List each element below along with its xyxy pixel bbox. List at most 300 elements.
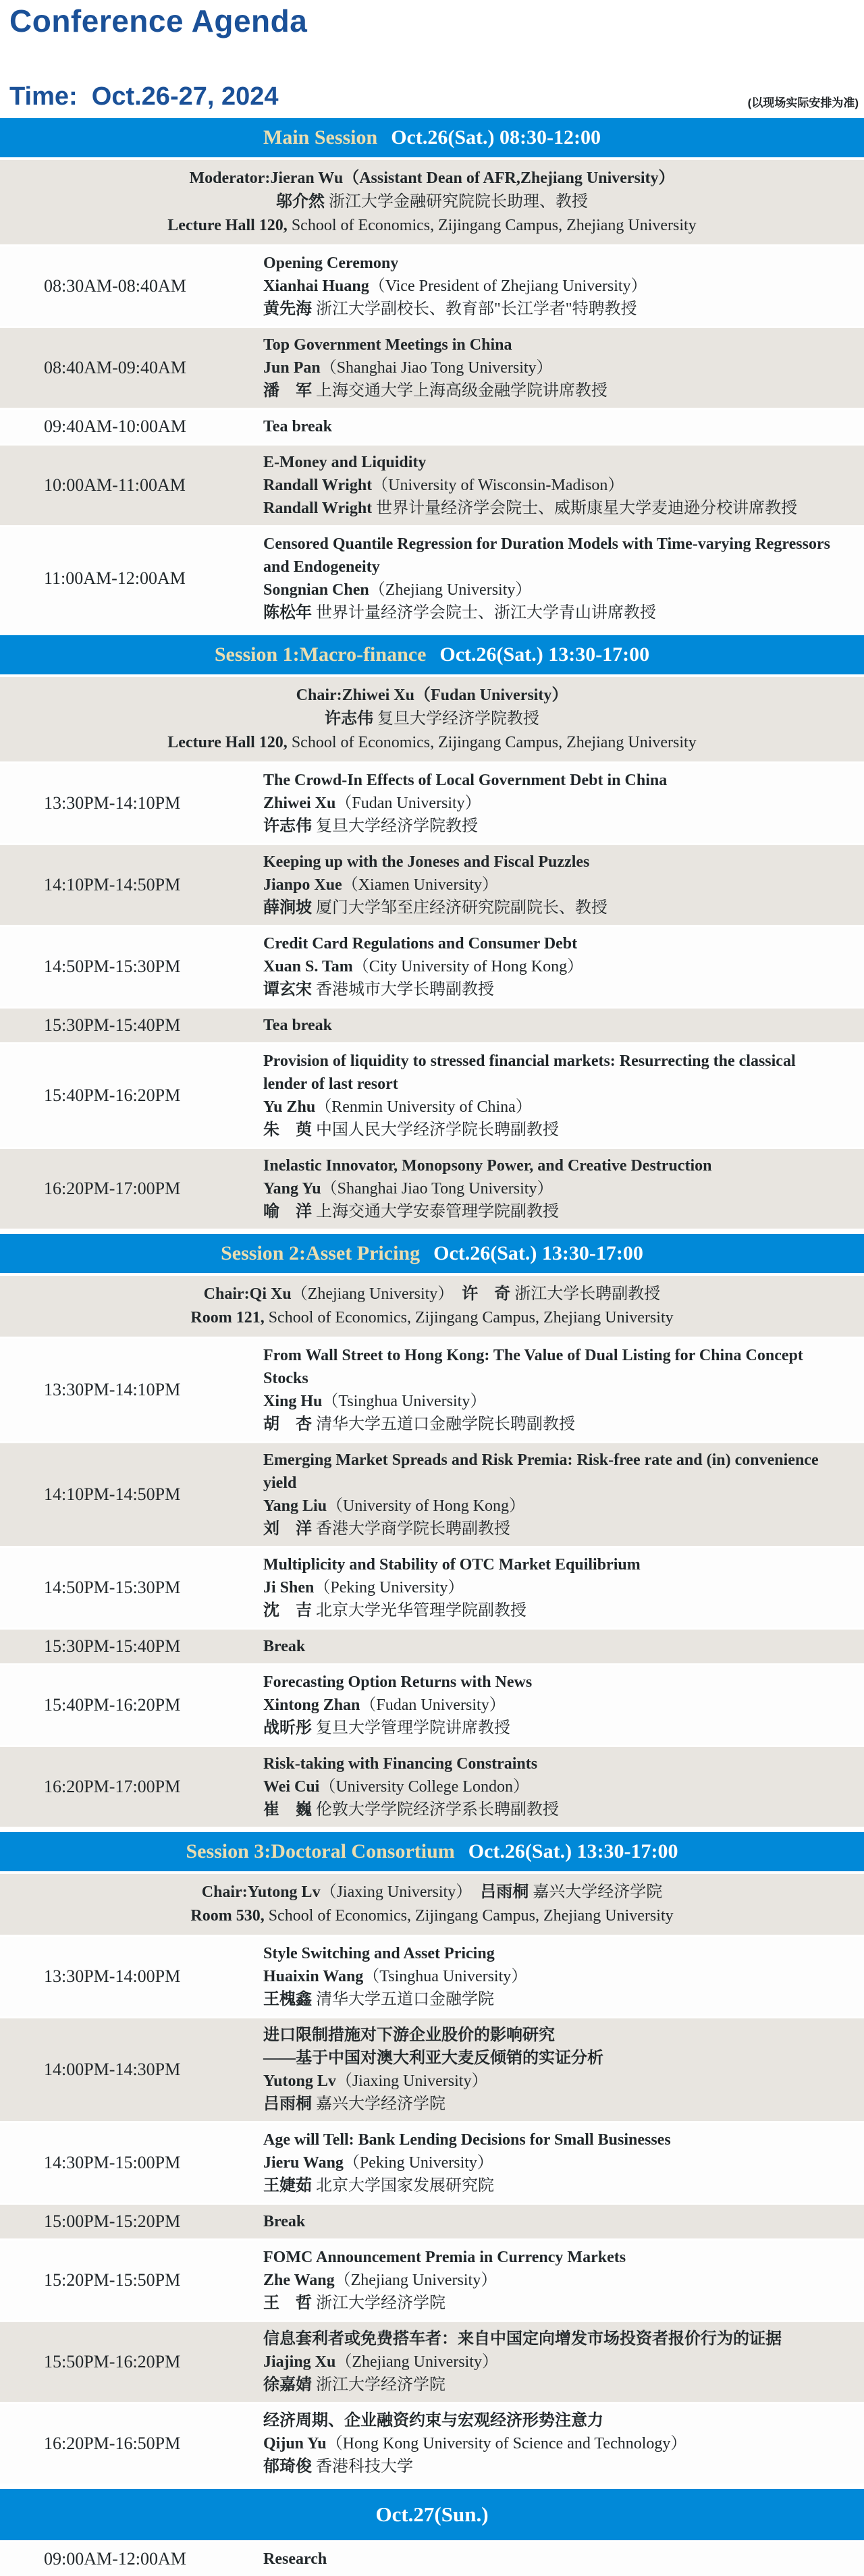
- row-time: 15:00PM-15:20PM: [44, 2211, 181, 2231]
- text-segment: FOMC Announcement Premia in Currency Markets: [263, 2249, 626, 2266]
- chair-info-line: [14, 214, 850, 238]
- row-content: [263, 527, 864, 630]
- row-content: [263, 927, 864, 1007]
- row-content: [263, 1044, 864, 1147]
- session-header: [0, 1234, 864, 1273]
- row-content-line: [263, 1717, 840, 1740]
- text-segment: Yang Yu: [263, 1180, 321, 1198]
- row-time: 16:20PM-16:50PM: [44, 2434, 181, 2453]
- agenda-row: [0, 1937, 864, 2016]
- row-content: [263, 2018, 864, 2121]
- text-segment: （City University of Hong Kong）: [352, 958, 584, 975]
- row-content-line: [263, 497, 840, 520]
- row-content-line: [263, 579, 840, 601]
- row-content-line: [263, 1599, 840, 1622]
- row-content-line: [263, 932, 840, 955]
- row-content-line: [263, 1752, 840, 1775]
- text-segment: Zhe Wang: [263, 2272, 335, 2289]
- text-segment: （Tsinghua University）: [363, 1968, 528, 1985]
- agenda-row: [0, 1044, 864, 1147]
- text-segment: 胡 杏: [263, 1416, 312, 1433]
- row-content-line: [263, 451, 840, 474]
- row-content-line: [263, 1775, 840, 1798]
- text-segment: 喻 洋: [263, 1203, 312, 1220]
- session-schedule: Oct.26(Sat.) 13:30-17:00: [439, 643, 650, 666]
- text-segment: 上海交通大学上海高级金融学院讲席教授: [312, 382, 608, 400]
- text-segment: Lecture Hall 120,: [167, 734, 288, 751]
- text-segment: ——基于中国对澳大利亚大麦反倾销的实证分析: [263, 2049, 603, 2067]
- text-segment: School of Economics, Zijingang Campus, Zhejiang University: [287, 734, 697, 751]
- row-time: 08:40AM-09:40AM: [44, 358, 186, 377]
- text-segment: 徐嘉婧: [263, 2376, 312, 2394]
- row-content-line: [263, 1495, 840, 1518]
- text-segment: Xuan S. Tam: [263, 958, 353, 975]
- text-segment: （Shanghai Jiao Tong University）: [321, 1180, 554, 1198]
- text-segment: 许志伟: [325, 710, 373, 728]
- chair-info-line: [14, 1283, 850, 1306]
- row-content: [263, 845, 864, 925]
- text-segment: 信息套利者或免费搭车者：来自中国定向增发市场投资者报价行为的证据: [263, 2330, 782, 2348]
- agenda-row: [0, 527, 864, 630]
- text-segment: 北京大学光华管理学院副教授: [312, 1602, 526, 1619]
- row-content: [263, 2404, 864, 2484]
- row-content: [263, 410, 864, 444]
- row-content-line: [263, 896, 840, 919]
- row-content-line: [263, 1449, 840, 1495]
- text-segment: 香港大学商学院长聘副教授: [312, 1520, 510, 1538]
- row-content-line: [263, 333, 840, 356]
- row-content-line: [263, 1694, 840, 1717]
- text-segment: （Zhejiang University）: [291, 1285, 446, 1303]
- agenda-row: [0, 246, 864, 326]
- row-time: 14:00PM-14:30PM: [44, 2060, 181, 2079]
- text-segment: （Zhejiang University）: [369, 581, 532, 599]
- text-segment: 复旦大学经济学院教授: [373, 710, 539, 728]
- text-segment: 嘉兴大学经济学院: [312, 2095, 446, 2113]
- row-content-line: [263, 2151, 840, 2174]
- agenda-row: [0, 1149, 864, 1229]
- row-content-line: [263, 2409, 840, 2432]
- row-time: 14:50PM-15:30PM: [44, 1578, 181, 1597]
- text-segment: Randall Wright: [263, 477, 373, 494]
- row-content-line: [263, 2269, 840, 2292]
- text-segment: From Wall Street to Hong Kong: The Value of Dual Listing for China Concept Stocks: [263, 1347, 803, 1387]
- row-time: 15:30PM-15:40PM: [44, 1015, 181, 1035]
- row-content-line: [263, 1096, 840, 1119]
- row-content-line: [263, 1553, 840, 1576]
- row-content-line: [263, 415, 840, 438]
- row-content-line: [263, 1119, 840, 1142]
- row-content: [263, 1747, 864, 1827]
- row-content: [263, 328, 864, 408]
- date-range: Time: Oct.26-27, 2024: [9, 82, 279, 111]
- text-segment: （Peking University）: [314, 1579, 464, 1596]
- row-content-line: [263, 769, 840, 792]
- row-content: [263, 1937, 864, 2016]
- agenda-row: [0, 1665, 864, 1745]
- row-content-line: [263, 2047, 840, 2070]
- row-content: [263, 2123, 864, 2203]
- text-segment: （Peking University）: [343, 2154, 493, 2172]
- row-content: [263, 1665, 864, 1745]
- session-title: Session 3:Doctoral Consortium: [186, 1840, 455, 1862]
- text-segment: Tea break: [263, 418, 333, 435]
- row-time: 14:10PM-14:50PM: [44, 875, 181, 894]
- agenda-row: [0, 2322, 864, 2402]
- row-time: 16:20PM-17:00PM: [44, 1777, 181, 1796]
- row-content-line: [263, 1390, 840, 1413]
- chair-info-line: [14, 167, 850, 190]
- text-segment: 北京大学国家发展研究院: [312, 2177, 494, 2195]
- text-segment: Emerging Market Spreads and Risk Premia: Risk-free rate and (in) convenience yield: [263, 1451, 819, 1492]
- text-segment: Yu Zhu: [263, 1098, 316, 1116]
- text-segment: （University of Hong Kong）: [327, 1497, 526, 1515]
- row-content-line: [263, 2351, 840, 2373]
- text-segment: 清华大学五道口金融学院: [312, 1991, 494, 2008]
- text-segment: Research: [263, 2550, 327, 2568]
- row-time: 10:00AM-11:00AM: [44, 475, 186, 495]
- row-content-line: [263, 1635, 840, 1658]
- time-line: [9, 82, 859, 111]
- chair-info-line: [14, 1306, 850, 1330]
- text-segment: Xintong Zhan: [263, 1696, 360, 1714]
- row-content-line: [263, 1798, 840, 1821]
- text-segment: （Vice President of Zhejiang University）: [369, 277, 647, 295]
- text-segment: Chair:Yutong Lv: [201, 1883, 321, 1901]
- text-segment: Top Government Meetings in China: [263, 336, 512, 354]
- text-segment: （Fudan University）: [335, 795, 481, 812]
- chair-info-block: [0, 160, 864, 244]
- row-time: 09:00AM-12:00AM: [44, 2549, 186, 2569]
- text-segment: Age will Tell: Bank Lending Decisions for Small Businesses: [263, 2131, 671, 2149]
- text-segment: Xianhai Huang: [263, 277, 369, 295]
- row-content-line: [263, 379, 840, 402]
- row-content-line: [263, 978, 840, 1001]
- agenda-row: [0, 1443, 864, 1546]
- text-segment: 中国人民大学经济学院长聘副教授: [312, 1121, 559, 1139]
- text-segment: 陈松年: [263, 604, 312, 622]
- agenda-row: [0, 410, 864, 444]
- row-content: [263, 2322, 864, 2402]
- text-segment: Lecture Hall 120,: [167, 217, 288, 234]
- row-content-line: [263, 1965, 840, 1988]
- row-content-line: [263, 2246, 840, 2269]
- row-content-line: [263, 2174, 840, 2197]
- text-segment: （Jiaxing University）: [335, 2072, 488, 2090]
- row-content-line: [263, 792, 840, 815]
- row-content-line: [263, 1200, 840, 1223]
- row-content-line: [263, 1413, 840, 1436]
- agenda-row: [0, 2018, 864, 2121]
- text-segment: 王槐鑫: [263, 1991, 312, 2008]
- row-content-line: [263, 275, 840, 298]
- text-segment: 潘 军: [263, 382, 312, 400]
- agenda-row: [0, 2123, 864, 2203]
- chair-info-block: [0, 677, 864, 761]
- text-segment: 朱 萸: [263, 1121, 312, 1139]
- text-segment: Chair:Zhiwei Xu（Fudan University）: [296, 687, 568, 704]
- row-time: 15:40PM-16:20PM: [44, 1695, 181, 1715]
- session-title: Session 1:Macro-finance: [214, 643, 427, 666]
- row-content-line: [263, 601, 840, 624]
- row-time: 14:30PM-15:00PM: [44, 2153, 181, 2172]
- text-segment: （Fudan University）: [360, 1696, 506, 1714]
- text-segment: 吕雨桐: [464, 1883, 529, 1901]
- agenda-row: [0, 1548, 864, 1628]
- text-segment: Yang Liu: [263, 1497, 327, 1515]
- text-segment: 王婕茹: [263, 2177, 312, 2195]
- text-segment: 战昕彤: [263, 1719, 312, 1737]
- row-content-line: [263, 1576, 840, 1599]
- text-segment: 上海交通大学安泰管理学院副教授: [312, 1203, 559, 1220]
- text-segment: 王 哲: [263, 2295, 312, 2312]
- agenda-row: [0, 1339, 864, 1441]
- agenda-row: [0, 1009, 864, 1042]
- chair-info-block: [0, 1276, 864, 1337]
- text-segment: Jieru Wang: [263, 2154, 344, 2172]
- text-segment: 谭玄宋: [263, 981, 312, 998]
- text-segment: 吕雨桐: [263, 2095, 312, 2113]
- text-segment: 嘉兴大学经济学院: [529, 1883, 663, 1901]
- session-header: [0, 2489, 864, 2540]
- row-time: 08:30AM-08:40AM: [44, 276, 186, 296]
- row-content-line: [263, 474, 840, 497]
- text-segment: 浙江大学金融研究院院长助理、教授: [325, 193, 588, 211]
- row-content: [263, 1548, 864, 1628]
- row-content-line: [263, 2024, 840, 2047]
- text-segment: 复旦大学管理学院讲席教授: [312, 1719, 510, 1737]
- chair-info-line: [14, 1881, 850, 1904]
- text-segment: 刘 洋: [263, 1520, 312, 1538]
- chair-info-block: [0, 1874, 864, 1935]
- text-segment: School of Economics, Zijingang Campus, Zhejiang University: [287, 217, 697, 234]
- text-segment: （University of Wisconsin-Madison）: [372, 477, 624, 494]
- row-content-line: [263, 815, 840, 838]
- text-segment: 许志伟: [263, 817, 312, 835]
- text-segment: Forecasting Option Returns with News: [263, 1673, 533, 1691]
- text-segment: Moderator:Jieran Wu（Assistant Dean of AFR,Zhejiang University）: [189, 169, 675, 187]
- text-segment: （Zhejiang University）: [334, 2272, 497, 2289]
- row-time: 11:00AM-12:00AM: [44, 568, 186, 588]
- session-header: [0, 118, 864, 157]
- session-title: Main Session: [263, 126, 378, 149]
- row-content-line: [263, 2328, 840, 2351]
- text-segment: 厦门大学邹至庄经济研究院副院长、教授: [312, 899, 608, 917]
- text-segment: 浙江大学经济学院: [312, 2295, 446, 2312]
- text-segment: 许 奇: [446, 1285, 511, 1303]
- row-content-line: [263, 2070, 840, 2093]
- row-content: [263, 1149, 864, 1229]
- text-segment: Wei Cui: [263, 1778, 320, 1796]
- text-segment: Zhiwei Xu: [263, 795, 336, 812]
- text-segment: 伦敦大学学院经济学系长聘副教授: [312, 1801, 559, 1819]
- text-segment: Randall Wright: [263, 500, 373, 517]
- row-time: 16:20PM-17:00PM: [44, 1179, 181, 1198]
- row-content-line: [263, 1671, 840, 1694]
- row-content-line: [263, 2210, 840, 2233]
- text-segment: （Tsinghua University）: [322, 1393, 487, 1410]
- text-segment: 崔 巍: [263, 1801, 312, 1819]
- row-content: [263, 2240, 864, 2320]
- row-content-line: [263, 2455, 840, 2478]
- text-segment: Opening Ceremony: [263, 254, 399, 272]
- text-segment: （University College London）: [319, 1778, 529, 1796]
- agenda-row: [0, 446, 864, 525]
- page-title: Conference Agenda: [9, 3, 308, 38]
- text-segment: Xing Hu: [263, 1393, 323, 1410]
- text-segment: Qijun Yu: [263, 2435, 327, 2452]
- text-segment: 邬介然: [276, 193, 325, 211]
- agenda-row: [0, 845, 864, 925]
- text-segment: 世界计量经济学会院士、威斯康星大学麦迪逊分校讲席教授: [372, 500, 798, 517]
- text-segment: Style Switching and Asset Pricing: [263, 1945, 495, 1962]
- text-segment: 清华大学五道口金融学院长聘副教授: [312, 1416, 575, 1433]
- text-segment: 进口限制措施对下游企业股价的影响研究: [263, 2027, 555, 2044]
- session-header: [0, 1832, 864, 1871]
- agenda-row: [0, 2205, 864, 2238]
- row-content: [263, 1009, 864, 1042]
- text-segment: 浙江大学副校长、教育部"长江学者"特聘教授: [312, 300, 637, 318]
- row-content-line: [263, 356, 840, 379]
- row-content-line: [263, 1050, 840, 1096]
- row-content-line: [263, 1344, 840, 1390]
- text-segment: 世界计量经济学会院士、浙江大学青山讲席教授: [312, 604, 656, 622]
- text-segment: School of Economics, Zijingang Campus, Zhejiang University: [264, 1907, 674, 1925]
- row-content-line: [263, 851, 840, 874]
- session-schedule: Oct.26(Sat.) 13:30-17:00: [468, 1840, 678, 1862]
- session-title: Session 2:Asset Pricing: [221, 1242, 421, 1264]
- text-segment: （Xiamen University）: [342, 876, 498, 894]
- text-segment: 经济周期、企业融资约束与宏观经济形势注意力: [263, 2412, 603, 2430]
- text-segment: Songnian Chen: [263, 581, 369, 599]
- agenda-row: [0, 2542, 864, 2576]
- text-segment: Provision of liquidity to stressed financial markets: Resurrecting the classical lender of last resort: [263, 1052, 796, 1093]
- agenda-row: [0, 2404, 864, 2484]
- text-segment: 复旦大学经济学院教授: [312, 817, 478, 835]
- agenda-row: [0, 927, 864, 1007]
- row-time: 15:40PM-16:20PM: [44, 1085, 181, 1105]
- row-content: [263, 2205, 864, 2238]
- chair-info-line: [14, 190, 850, 214]
- row-content-line: [263, 955, 840, 978]
- session-schedule: Oct.26(Sat.) 08:30-12:00: [391, 126, 601, 149]
- text-segment: 薛涧坡: [263, 899, 312, 917]
- text-segment: Huaixin Wang: [263, 1968, 364, 1985]
- row-time: 13:30PM-14:00PM: [44, 1966, 181, 1986]
- text-segment: 黄先海: [263, 300, 312, 318]
- agenda-row: [0, 1630, 864, 1663]
- text-segment: Keeping up with the Joneses and Fiscal Puzzles: [263, 853, 590, 871]
- session-header: [0, 635, 864, 674]
- text-segment: Multiplicity and Stability of OTC Market Equilibrium: [263, 1556, 641, 1574]
- row-content-line: [263, 2128, 840, 2151]
- text-segment: Break: [263, 2213, 306, 2230]
- text-segment: 沈 吉: [263, 1602, 312, 1619]
- text-segment: Room 121,: [190, 1309, 265, 1326]
- agenda-row: [0, 328, 864, 408]
- row-content: [263, 1630, 864, 1663]
- text-segment: （Jiaxing University）: [320, 1883, 464, 1901]
- schedule-note: (以现场实际安排为准): [747, 97, 859, 109]
- text-segment: E-Money and Liquidity: [263, 454, 427, 471]
- row-content-line: [263, 2093, 840, 2116]
- row-content-line: [263, 2373, 840, 2396]
- text-segment: The Crowd-In Effects of Local Government Debt in China: [263, 772, 668, 789]
- text-segment: （Renmin University of China）: [315, 1098, 532, 1116]
- row-content-line: [263, 1177, 840, 1200]
- row-content-line: [263, 1154, 840, 1177]
- agenda-row: [0, 2240, 864, 2320]
- text-segment: 郁琦俊: [263, 2458, 312, 2475]
- row-time: 14:50PM-15:30PM: [44, 957, 181, 976]
- agenda-row: [0, 763, 864, 843]
- row-content-line: [263, 1518, 840, 1540]
- row-content: [263, 763, 864, 843]
- text-segment: Tea break: [263, 1017, 333, 1034]
- row-time: 13:30PM-14:10PM: [44, 1380, 181, 1399]
- row-content: [263, 1339, 864, 1441]
- row-content-line: [263, 2548, 840, 2571]
- row-time: 14:10PM-14:50PM: [44, 1484, 181, 1504]
- text-segment: Jianpo Xue: [263, 876, 342, 894]
- text-segment: Censored Quantile Regression for Duration Models with Time-varying Regressors and Endogeneity: [263, 535, 830, 576]
- session-schedule: Oct.26(Sat.) 13:30-17:00: [433, 1242, 643, 1264]
- chair-info-line: [14, 684, 850, 707]
- row-content: [263, 446, 864, 525]
- text-segment: Chair:Qi Xu: [203, 1285, 292, 1303]
- row-content-line: [263, 1988, 840, 2011]
- text-segment: 香港科技大学: [312, 2458, 413, 2475]
- row-content-line: [263, 252, 840, 275]
- row-content-line: [263, 298, 840, 321]
- row-content: [263, 1443, 864, 1546]
- text-segment: Inelastic Innovator, Monopsony Power, and Creative Destruction: [263, 1157, 712, 1175]
- text-segment: 浙江大学经济学院: [312, 2376, 446, 2394]
- chair-info-line: [14, 1904, 850, 1928]
- text-segment: （Hong Kong University of Science and Technology）: [326, 2435, 687, 2452]
- row-time: 15:30PM-15:40PM: [44, 1636, 181, 1656]
- row-content-line: [263, 2432, 840, 2455]
- chair-info-line: [14, 707, 850, 731]
- row-content: [263, 2542, 864, 2576]
- row-time: 15:50PM-16:20PM: [44, 2352, 181, 2371]
- text-segment: 浙江大学长聘副教授: [510, 1285, 661, 1303]
- row-content-line: [263, 1942, 840, 1965]
- text-segment: 香港城市大学长聘副教授: [312, 981, 494, 998]
- row-time: 09:40AM-10:00AM: [44, 417, 186, 436]
- text-segment: School of Economics, Zijingang Campus, Zhejiang University: [264, 1309, 674, 1326]
- row-content-line: [263, 2292, 840, 2315]
- chair-info-line: [14, 731, 850, 755]
- session-schedule: Oct.27(Sun.): [375, 2502, 489, 2526]
- text-segment: Room 530,: [190, 1907, 265, 1925]
- agenda-row: [0, 1747, 864, 1827]
- text-segment: Yutong Lv: [263, 2072, 336, 2090]
- text-segment: Risk-taking with Financing Constraints: [263, 1755, 538, 1773]
- text-segment: Jiajing Xu: [263, 2353, 336, 2371]
- row-content: [263, 246, 864, 326]
- text-segment: Credit Card Regulations and Consumer Debt: [263, 935, 578, 952]
- row-time: 13:30PM-14:10PM: [44, 793, 181, 813]
- text-segment: Ji Shen: [263, 1579, 315, 1596]
- text-segment: （Zhejiang University）: [335, 2353, 498, 2371]
- row-content-line: [263, 874, 840, 896]
- row-content-line: [263, 533, 840, 579]
- row-content-line: [263, 1014, 840, 1037]
- text-segment: Break: [263, 1638, 306, 1655]
- sessions-container: [0, 118, 864, 2576]
- text-segment: （Shanghai Jiao Tong University）: [320, 359, 553, 377]
